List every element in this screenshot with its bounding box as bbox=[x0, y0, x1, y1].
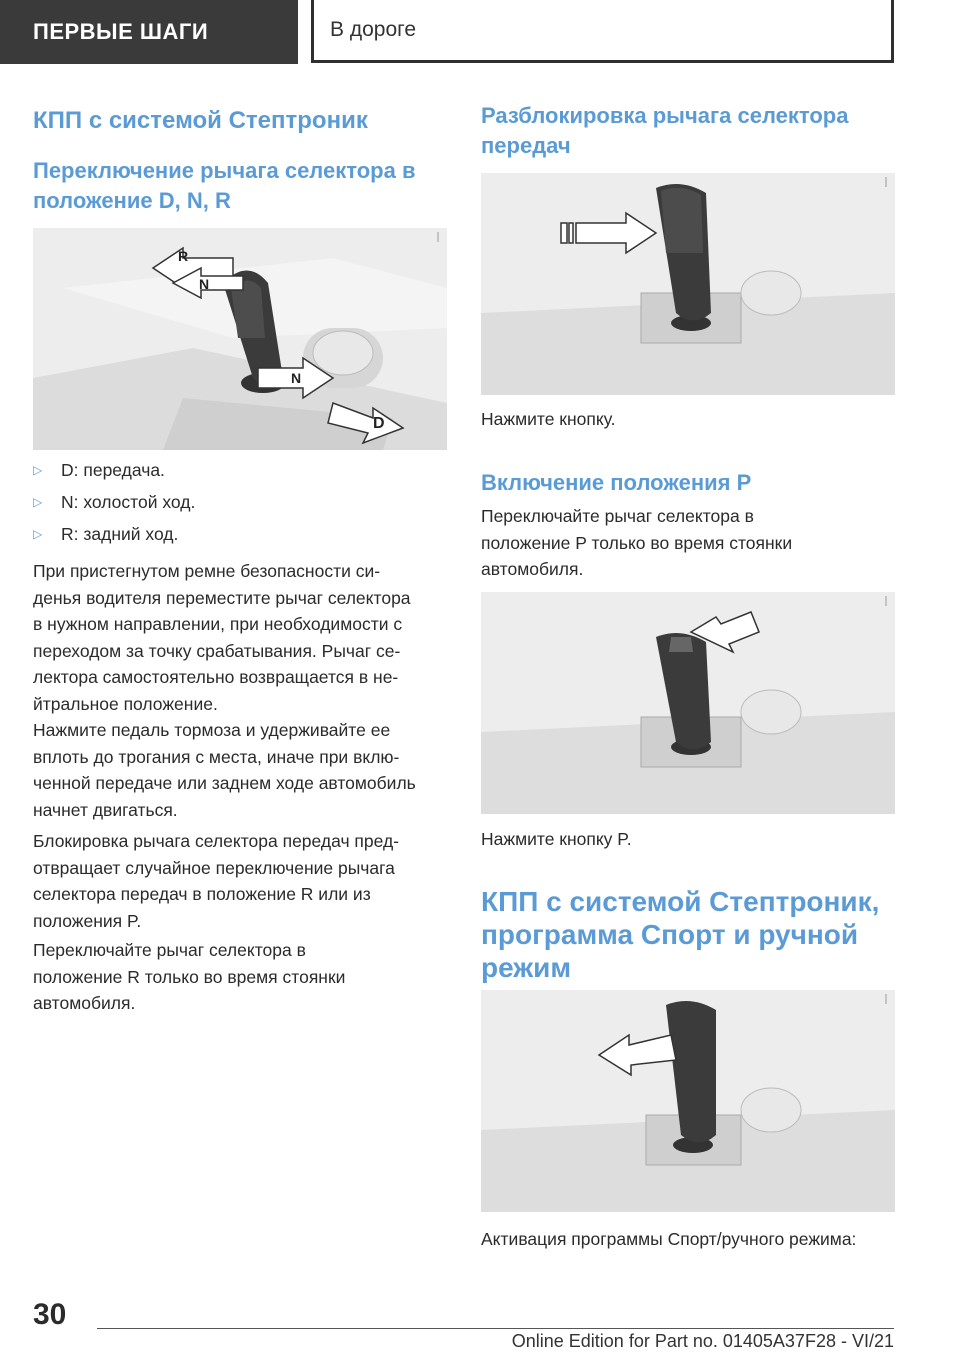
edition-note: Online Edition for Part no. 01405A37F28 - VI/21 bbox=[511, 1331, 894, 1351]
section-tab: ПЕРВЫЕ ШАГИ bbox=[0, 0, 298, 64]
shift-dnr-subtitle: Переключение рычага селектора в положение D, N, R bbox=[33, 158, 416, 213]
triangle-bullet-icon: ▷ bbox=[33, 494, 43, 509]
selector-lever-dnr-illustration bbox=[33, 228, 447, 450]
unlock-caption: Нажмите кнопку. bbox=[481, 409, 616, 429]
sport-mode-illustration bbox=[481, 990, 895, 1212]
gear-list bbox=[33, 454, 195, 550]
list-item: ▷ D: передача. bbox=[33, 454, 195, 486]
subsection-header bbox=[311, 0, 894, 63]
triangle-bullet-icon: ▷ bbox=[33, 462, 43, 477]
steptronic-title: КПП с системой Стептроник bbox=[33, 107, 368, 134]
page-number: 30 bbox=[33, 1298, 67, 1331]
park-button-illustration bbox=[481, 592, 895, 814]
park-title: Включение положения P bbox=[481, 470, 752, 495]
illus-letter-n-top: N bbox=[199, 276, 210, 292]
body-paragraph: Нажмите педаль тормоза и удерживайте ее вплоть до трогания с места, иначе при вклю- ченной передаче или заднем ходе автомобиль начнет двигаться. bbox=[33, 720, 416, 820]
sport-caption: Активация программы Спорт/ручного режима: bbox=[481, 1229, 857, 1249]
park-text: Переключайте рычаг селектора в положение P только во время стоянки автомобиля. bbox=[481, 506, 793, 579]
park-caption: Нажмите кнопку P. bbox=[481, 829, 632, 849]
list-item: ▷ R: задний ход. bbox=[33, 518, 195, 550]
subsection-label: В дороге bbox=[330, 18, 417, 41]
body-paragraph: Блокировка рычага селектора передач пред- отвращает случайное переключение рычага селектора передач в положение R или из положения P. bbox=[33, 831, 400, 931]
illus-letter-r: R bbox=[178, 248, 189, 264]
unlock-lever-illustration bbox=[481, 173, 895, 395]
list-item: ▷ N: холостой ход. bbox=[33, 486, 195, 518]
sport-mode-title: КПП с системой Стептроник, программа Спорт и ручной режим bbox=[481, 886, 880, 983]
illus-letter-d: D bbox=[373, 415, 385, 432]
footer-divider bbox=[97, 1328, 894, 1329]
illus-letter-n-bottom: N bbox=[291, 370, 302, 386]
body-paragraph: Переключайте рычаг селектора в положение R только во время стоянки автомобиля. bbox=[33, 940, 346, 1013]
unlock-title: Разблокировка рычага селектора передач bbox=[481, 103, 849, 158]
body-paragraph: При пристегнутом ремне безопасности си- денья водителя переместите рычаг селектора в нужном направлении, при необходимости с переходом за точку срабатывания. Рычаг се- лектора самостоятельно возвращается в не- йтральное положение. bbox=[33, 561, 411, 714]
triangle-bullet-icon: ▷ bbox=[33, 526, 43, 541]
